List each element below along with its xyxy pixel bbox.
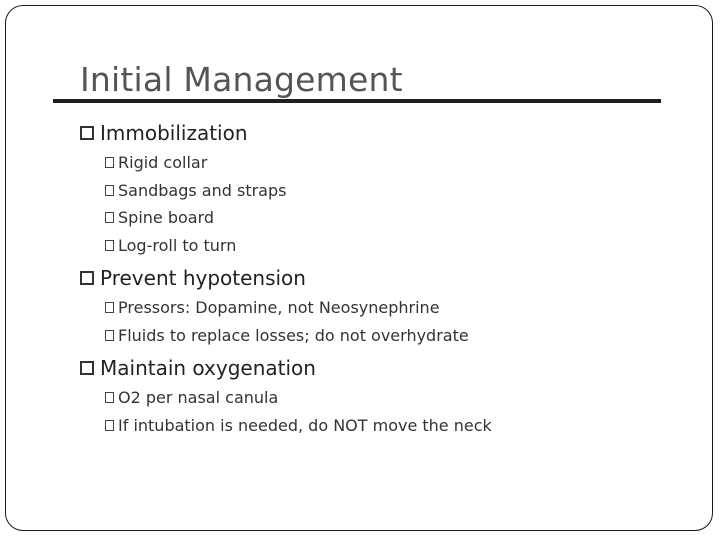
sub-bullet-o2 (105, 388, 278, 407)
bullet-heading: Immobilization (100, 121, 248, 145)
bullet-maintain-oxygenation (80, 356, 316, 380)
square-bullet-icon (105, 420, 114, 431)
bullet-prevent-hypotension (80, 266, 306, 290)
sub-bullet-fluids (105, 326, 469, 345)
sub-bullet-sandbags (105, 181, 286, 200)
sub-bullet-pressors (105, 298, 440, 317)
square-bullet-icon (105, 330, 114, 341)
sub-bullet-text: If intubation is needed, do NOT move the neck (118, 416, 492, 435)
sub-bullet-text: Sandbags and straps (118, 181, 287, 200)
sub-bullet-text: O2 per nasal canula (118, 388, 279, 407)
square-bullet-icon (105, 240, 114, 251)
bullet-heading: Maintain oxygenation (100, 356, 316, 380)
sub-bullet-text: Fluids to replace losses; do not overhydrate (118, 326, 469, 345)
square-bullet-icon (80, 361, 94, 375)
square-bullet-icon (105, 157, 114, 168)
square-bullet-icon (80, 271, 94, 285)
sub-bullet-rigid-collar (105, 153, 207, 172)
sub-bullet-log-roll (105, 236, 236, 255)
square-bullet-icon (105, 392, 114, 403)
title-underline (53, 99, 661, 103)
square-bullet-icon (105, 185, 114, 196)
sub-bullet-text: Spine board (118, 208, 215, 227)
sub-bullet-intubation (105, 416, 492, 435)
sub-bullet-spine-board (105, 208, 214, 227)
square-bullet-icon (80, 126, 94, 140)
slide-title: Initial Management (80, 60, 403, 99)
bullet-heading: Prevent hypotension (100, 266, 306, 290)
sub-bullet-text: Rigid collar (118, 153, 208, 172)
bullet-immobilization (80, 121, 248, 145)
square-bullet-icon (105, 302, 114, 313)
square-bullet-icon (105, 212, 114, 223)
sub-bullet-text: Log-roll to turn (118, 236, 237, 255)
sub-bullet-text: Pressors: Dopamine, not Neosynephrine (118, 298, 440, 317)
